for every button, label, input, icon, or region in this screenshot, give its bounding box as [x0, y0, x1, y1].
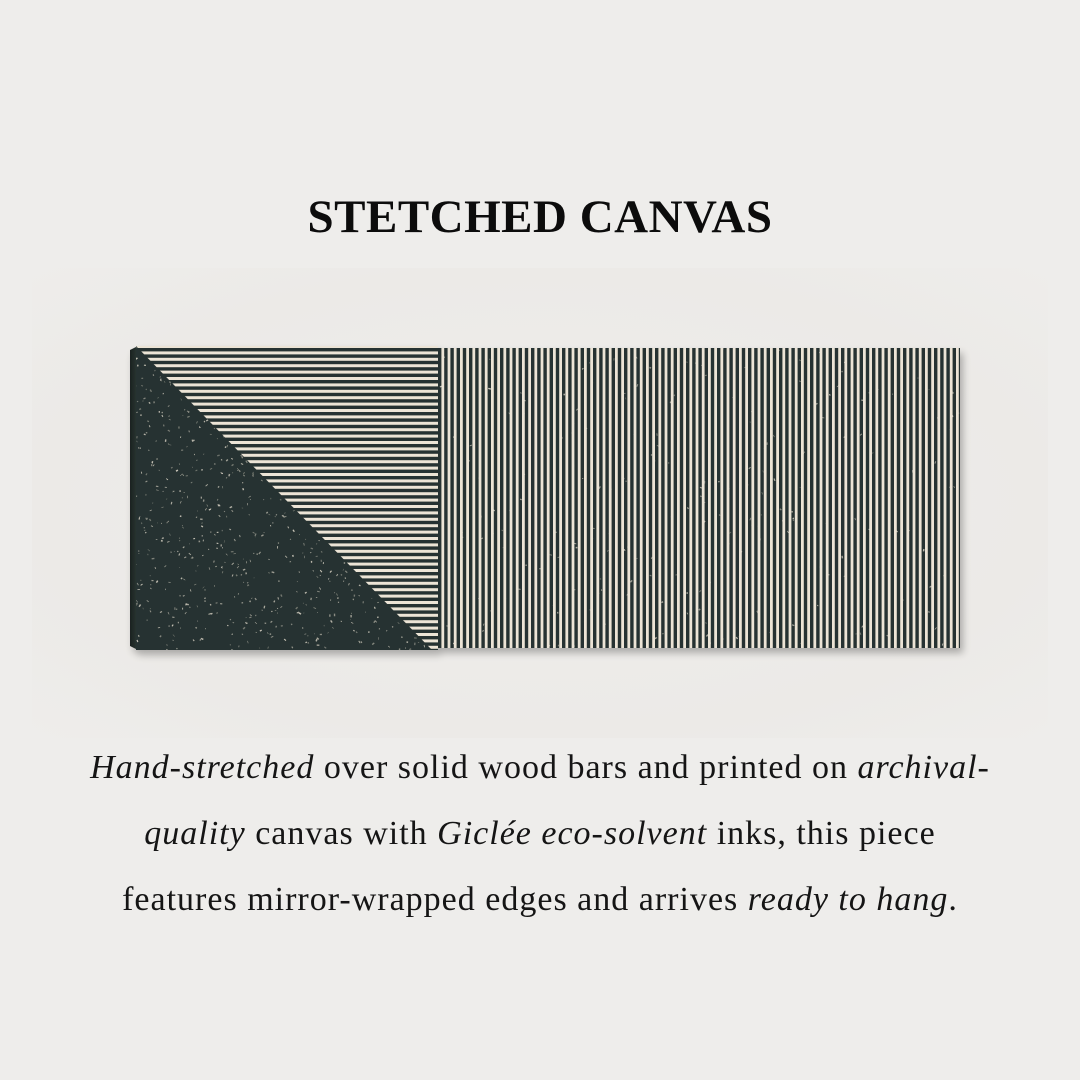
texture-speckle [855, 633, 856, 634]
vertical-stripe [946, 348, 949, 648]
description-text: . [948, 881, 958, 918]
vertical-stripe [643, 348, 646, 648]
vertical-stripe [618, 348, 621, 648]
texture-speckle [481, 516, 482, 519]
texture-speckle [194, 454, 195, 455]
texture-speckle [151, 580, 153, 581]
vertical-stripe [959, 348, 962, 648]
vertical-stripe [729, 348, 732, 648]
texture-speckle [317, 612, 318, 613]
vertical-stripe [884, 348, 887, 648]
texture-speckle [176, 609, 177, 610]
vertical-stripe [829, 348, 832, 648]
vertical-stripe [860, 348, 863, 648]
texture-speckle [241, 602, 243, 603]
vertical-stripe [469, 348, 472, 648]
vertical-stripe [791, 348, 794, 648]
texture-speckle [227, 625, 228, 626]
texture-speckle [722, 638, 724, 640]
texture-speckle [918, 378, 919, 379]
texture-speckle [718, 481, 719, 482]
vertical-stripe [475, 348, 478, 648]
texture-speckle [201, 469, 203, 471]
texture-speckle [579, 448, 580, 449]
texture-speckle [141, 378, 143, 379]
texture-speckle [282, 515, 284, 516]
texture-speckle [178, 426, 179, 428]
texture-speckle [576, 547, 578, 549]
texture-speckle [761, 515, 762, 516]
texture-speckle [256, 553, 257, 554]
texture-speckle [368, 631, 369, 633]
vertical-stripe [717, 348, 720, 648]
vertical-stripe [891, 348, 894, 648]
texture-speckle [529, 392, 531, 394]
diagonal-triangle-panel [134, 346, 438, 652]
texture-speckle [153, 401, 155, 403]
texture-speckle [198, 541, 200, 543]
texture-speckle [789, 613, 791, 614]
texture-speckle [245, 572, 246, 574]
vertical-stripe [593, 348, 596, 648]
texture-speckle [522, 531, 524, 533]
vertical-stripe [909, 348, 912, 648]
texture-speckle [523, 413, 525, 414]
texture-speckle [557, 612, 558, 614]
horizontal-stripe [136, 348, 438, 351]
vertical-stripe [550, 348, 553, 648]
texture-speckle [317, 644, 320, 646]
texture-speckle [281, 625, 283, 627]
texture-speckle [350, 615, 352, 618]
texture-speckle [179, 538, 180, 539]
horizontal-stripe [136, 367, 438, 370]
vertical-stripe [525, 348, 528, 648]
vertical-stripe [605, 348, 608, 648]
texture-speckle [174, 607, 175, 610]
texture-speckle [453, 643, 456, 645]
texture-speckle [156, 539, 158, 540]
texture-speckle [321, 560, 322, 562]
vertical-stripe [500, 348, 503, 648]
horizontal-stripe [136, 361, 438, 364]
vertical-stripe [438, 348, 441, 648]
texture-speckle [363, 601, 364, 603]
texture-speckle [338, 602, 339, 603]
texture-speckle [506, 648, 508, 649]
texture-speckle [137, 589, 140, 590]
description-text: inks, this piece features mirror-wrapped edges and arrives [122, 815, 936, 918]
texture-speckle [182, 608, 183, 610]
texture-speckle [232, 472, 233, 473]
texture-speckle [354, 594, 356, 596]
vertical-stripe [816, 348, 819, 648]
texture-speckle [839, 411, 841, 413]
texture-speckle [305, 539, 306, 540]
texture-speckle [178, 622, 179, 624]
texture-speckle [601, 589, 602, 590]
texture-speckle [265, 623, 267, 624]
texture-speckle [200, 518, 203, 520]
vertical-stripe [494, 348, 497, 648]
vertical-stripe [612, 348, 615, 648]
vertical-stripe [934, 348, 937, 648]
texture-speckle [415, 643, 416, 646]
texture-speckle [704, 481, 705, 484]
texture-speckle [912, 470, 913, 473]
vertical-stripe [922, 348, 925, 648]
vertical-stripe [636, 348, 639, 648]
texture-speckle [399, 648, 401, 651]
vertical-stripe [705, 348, 708, 648]
texture-speckle [165, 487, 167, 488]
description-emphasis: ready to hang [747, 881, 949, 918]
texture-speckle [344, 562, 345, 563]
texture-speckle [197, 511, 198, 512]
vertical-stripe [537, 348, 540, 648]
texture-speckle [231, 551, 234, 552]
texture-speckle [217, 532, 219, 533]
vertical-stripe [754, 348, 757, 648]
vertical-stripe [692, 348, 695, 648]
texture-speckle [316, 597, 317, 598]
texture-speckle [353, 599, 354, 601]
vertical-stripe [587, 348, 590, 648]
vertical-stripe [928, 348, 931, 648]
texture-speckle [184, 492, 185, 493]
texture-speckle [285, 516, 287, 517]
vertical-stripe [822, 348, 825, 648]
vertical-stripe [897, 348, 900, 648]
vertical-stripe [674, 348, 677, 648]
product-description [90, 735, 990, 933]
texture-speckle [165, 589, 166, 590]
texture-speckle [140, 580, 141, 581]
texture-speckle [351, 613, 352, 614]
vertical-stripe [940, 348, 943, 648]
vertical-stripe [686, 348, 689, 648]
texture-speckle [591, 382, 593, 384]
texture-speckle [150, 576, 151, 577]
vertical-stripe [853, 348, 856, 648]
texture-speckle [320, 634, 322, 635]
vertical-stripe [878, 348, 881, 648]
texture-speckle [237, 468, 238, 469]
texture-speckle [179, 490, 181, 492]
vertical-stripe [574, 348, 577, 648]
texture-speckle [304, 556, 305, 558]
vertical-stripe [723, 348, 726, 648]
description-emphasis: Hand-stretched [90, 749, 315, 786]
vertical-stripe [444, 348, 447, 648]
texture-speckle [573, 465, 574, 466]
texture-speckle [932, 533, 933, 535]
vertical-stripe [680, 348, 683, 648]
texture-speckle [746, 484, 748, 485]
horizontal-stripe [136, 354, 438, 357]
texture-speckle [365, 612, 366, 613]
vertical-stripe [785, 348, 788, 648]
texture-speckle [214, 585, 215, 586]
texture-speckle [815, 404, 816, 407]
texture-speckle [334, 614, 335, 617]
texture-speckle [622, 478, 625, 479]
vertical-stripe [903, 348, 906, 648]
texture-speckle [144, 365, 146, 366]
texture-speckle [371, 598, 372, 599]
texture-speckle [405, 647, 406, 648]
texture-speckle [214, 463, 216, 464]
texture-speckle [299, 534, 300, 535]
vertical-stripe [488, 348, 491, 648]
vertical-stripe [568, 348, 571, 648]
description-emphasis: Giclée eco-solvent [437, 815, 708, 852]
vertical-stripe [667, 348, 670, 648]
texture-speckle [526, 565, 527, 566]
vertical-stripe [599, 348, 602, 648]
texture-speckle [277, 613, 278, 614]
horizontal-stripe [136, 380, 438, 383]
texture-speckle [210, 532, 212, 533]
vertical-stripe [760, 348, 763, 648]
vertical-stripe [779, 348, 782, 648]
texture-speckle [539, 568, 540, 569]
texture-speckle [828, 574, 829, 575]
description-emphasis: archival-quality [144, 749, 990, 852]
vertical-stripe [804, 348, 807, 648]
vertical-stripe [649, 348, 652, 648]
vertical-stripes-panel [438, 348, 962, 649]
texture-speckle [319, 540, 320, 541]
page-title: STETCHED CANVAS [307, 191, 773, 243]
texture-speckle [199, 427, 200, 428]
vertical-stripe [773, 348, 776, 648]
description-text: canvas with [245, 815, 438, 852]
texture-speckle [161, 540, 163, 542]
texture-speckle [378, 637, 379, 640]
vertical-stripe [531, 348, 534, 648]
description-text: over solid wood bars and printed on [314, 749, 858, 786]
texture-speckle [204, 600, 206, 602]
vertical-stripe [810, 348, 813, 648]
texture-speckle [156, 458, 157, 460]
vertical-stripe [481, 348, 484, 648]
texture-speckle [634, 434, 635, 435]
vertical-stripe [841, 348, 844, 648]
vertical-stripe [543, 348, 546, 648]
texture-speckle [161, 380, 162, 381]
texture-speckle [136, 496, 137, 497]
texture-speckle [278, 542, 279, 544]
vertical-stripe [512, 348, 515, 648]
texture-speckle [454, 482, 455, 484]
vertical-stripe [581, 348, 584, 648]
horizontal-stripe [136, 374, 438, 377]
texture-speckle [146, 432, 148, 433]
texture-speckle [272, 522, 273, 523]
texture-speckle [169, 625, 170, 626]
texture-speckle [841, 371, 842, 372]
vertical-stripe [655, 348, 658, 648]
texture-speckle [329, 614, 330, 616]
texture-speckle [181, 450, 183, 451]
texture-speckle [308, 635, 309, 636]
texture-speckle [145, 494, 146, 496]
texture-speckle [241, 574, 243, 576]
texture-speckle [159, 411, 160, 413]
texture-speckle [210, 434, 212, 435]
texture-speckle [256, 632, 257, 633]
texture-speckle [751, 525, 752, 526]
texture-speckle [668, 462, 669, 463]
texture-speckle [222, 547, 223, 548]
texture-speckle [379, 628, 380, 629]
vertical-stripe [698, 348, 701, 648]
vertical-stripe [915, 348, 918, 648]
vertical-stripe [506, 348, 509, 648]
texture-speckle [442, 469, 443, 470]
texture-speckle [221, 544, 222, 546]
vertical-stripe [748, 348, 751, 648]
vertical-stripe [767, 348, 770, 648]
vertical-stripe [798, 348, 801, 648]
texture-speckle [201, 497, 202, 499]
texture-speckle [624, 393, 626, 394]
texture-speckle [140, 448, 141, 449]
vertical-stripe [711, 348, 714, 648]
vertical-stripe [630, 348, 633, 648]
vertical-stripe [450, 348, 453, 648]
texture-speckle [572, 432, 573, 434]
texture-speckle [182, 497, 183, 498]
vertical-stripe [562, 348, 565, 648]
texture-speckle [497, 453, 498, 454]
vertical-stripe [736, 348, 739, 648]
texture-speckle [270, 498, 271, 499]
vertical-stripe [661, 348, 664, 648]
texture-speckle [686, 592, 688, 594]
texture-speckle [205, 628, 206, 629]
vertical-stripe [556, 348, 559, 648]
canvas-artwork-graphic [128, 342, 964, 656]
vertical-stripe [847, 348, 850, 648]
texture-speckle [253, 472, 254, 473]
texture-speckle [242, 482, 243, 483]
texture-speckle [222, 530, 223, 531]
vertical-stripe [463, 348, 466, 648]
vertical-stripe [457, 348, 460, 648]
texture-speckle [220, 603, 222, 605]
texture-speckle [173, 491, 175, 492]
texture-speckle [767, 442, 768, 445]
texture-speckle [950, 429, 953, 430]
vertical-stripe [835, 348, 838, 648]
texture-speckle [741, 618, 742, 619]
texture-speckle [625, 480, 626, 481]
canvas-artwork [128, 342, 964, 656]
texture-speckle [351, 590, 352, 591]
horizontal-stripe [136, 386, 438, 389]
texture-speckle [180, 515, 182, 517]
vertical-stripe [872, 348, 875, 648]
vertical-stripe [742, 348, 745, 648]
